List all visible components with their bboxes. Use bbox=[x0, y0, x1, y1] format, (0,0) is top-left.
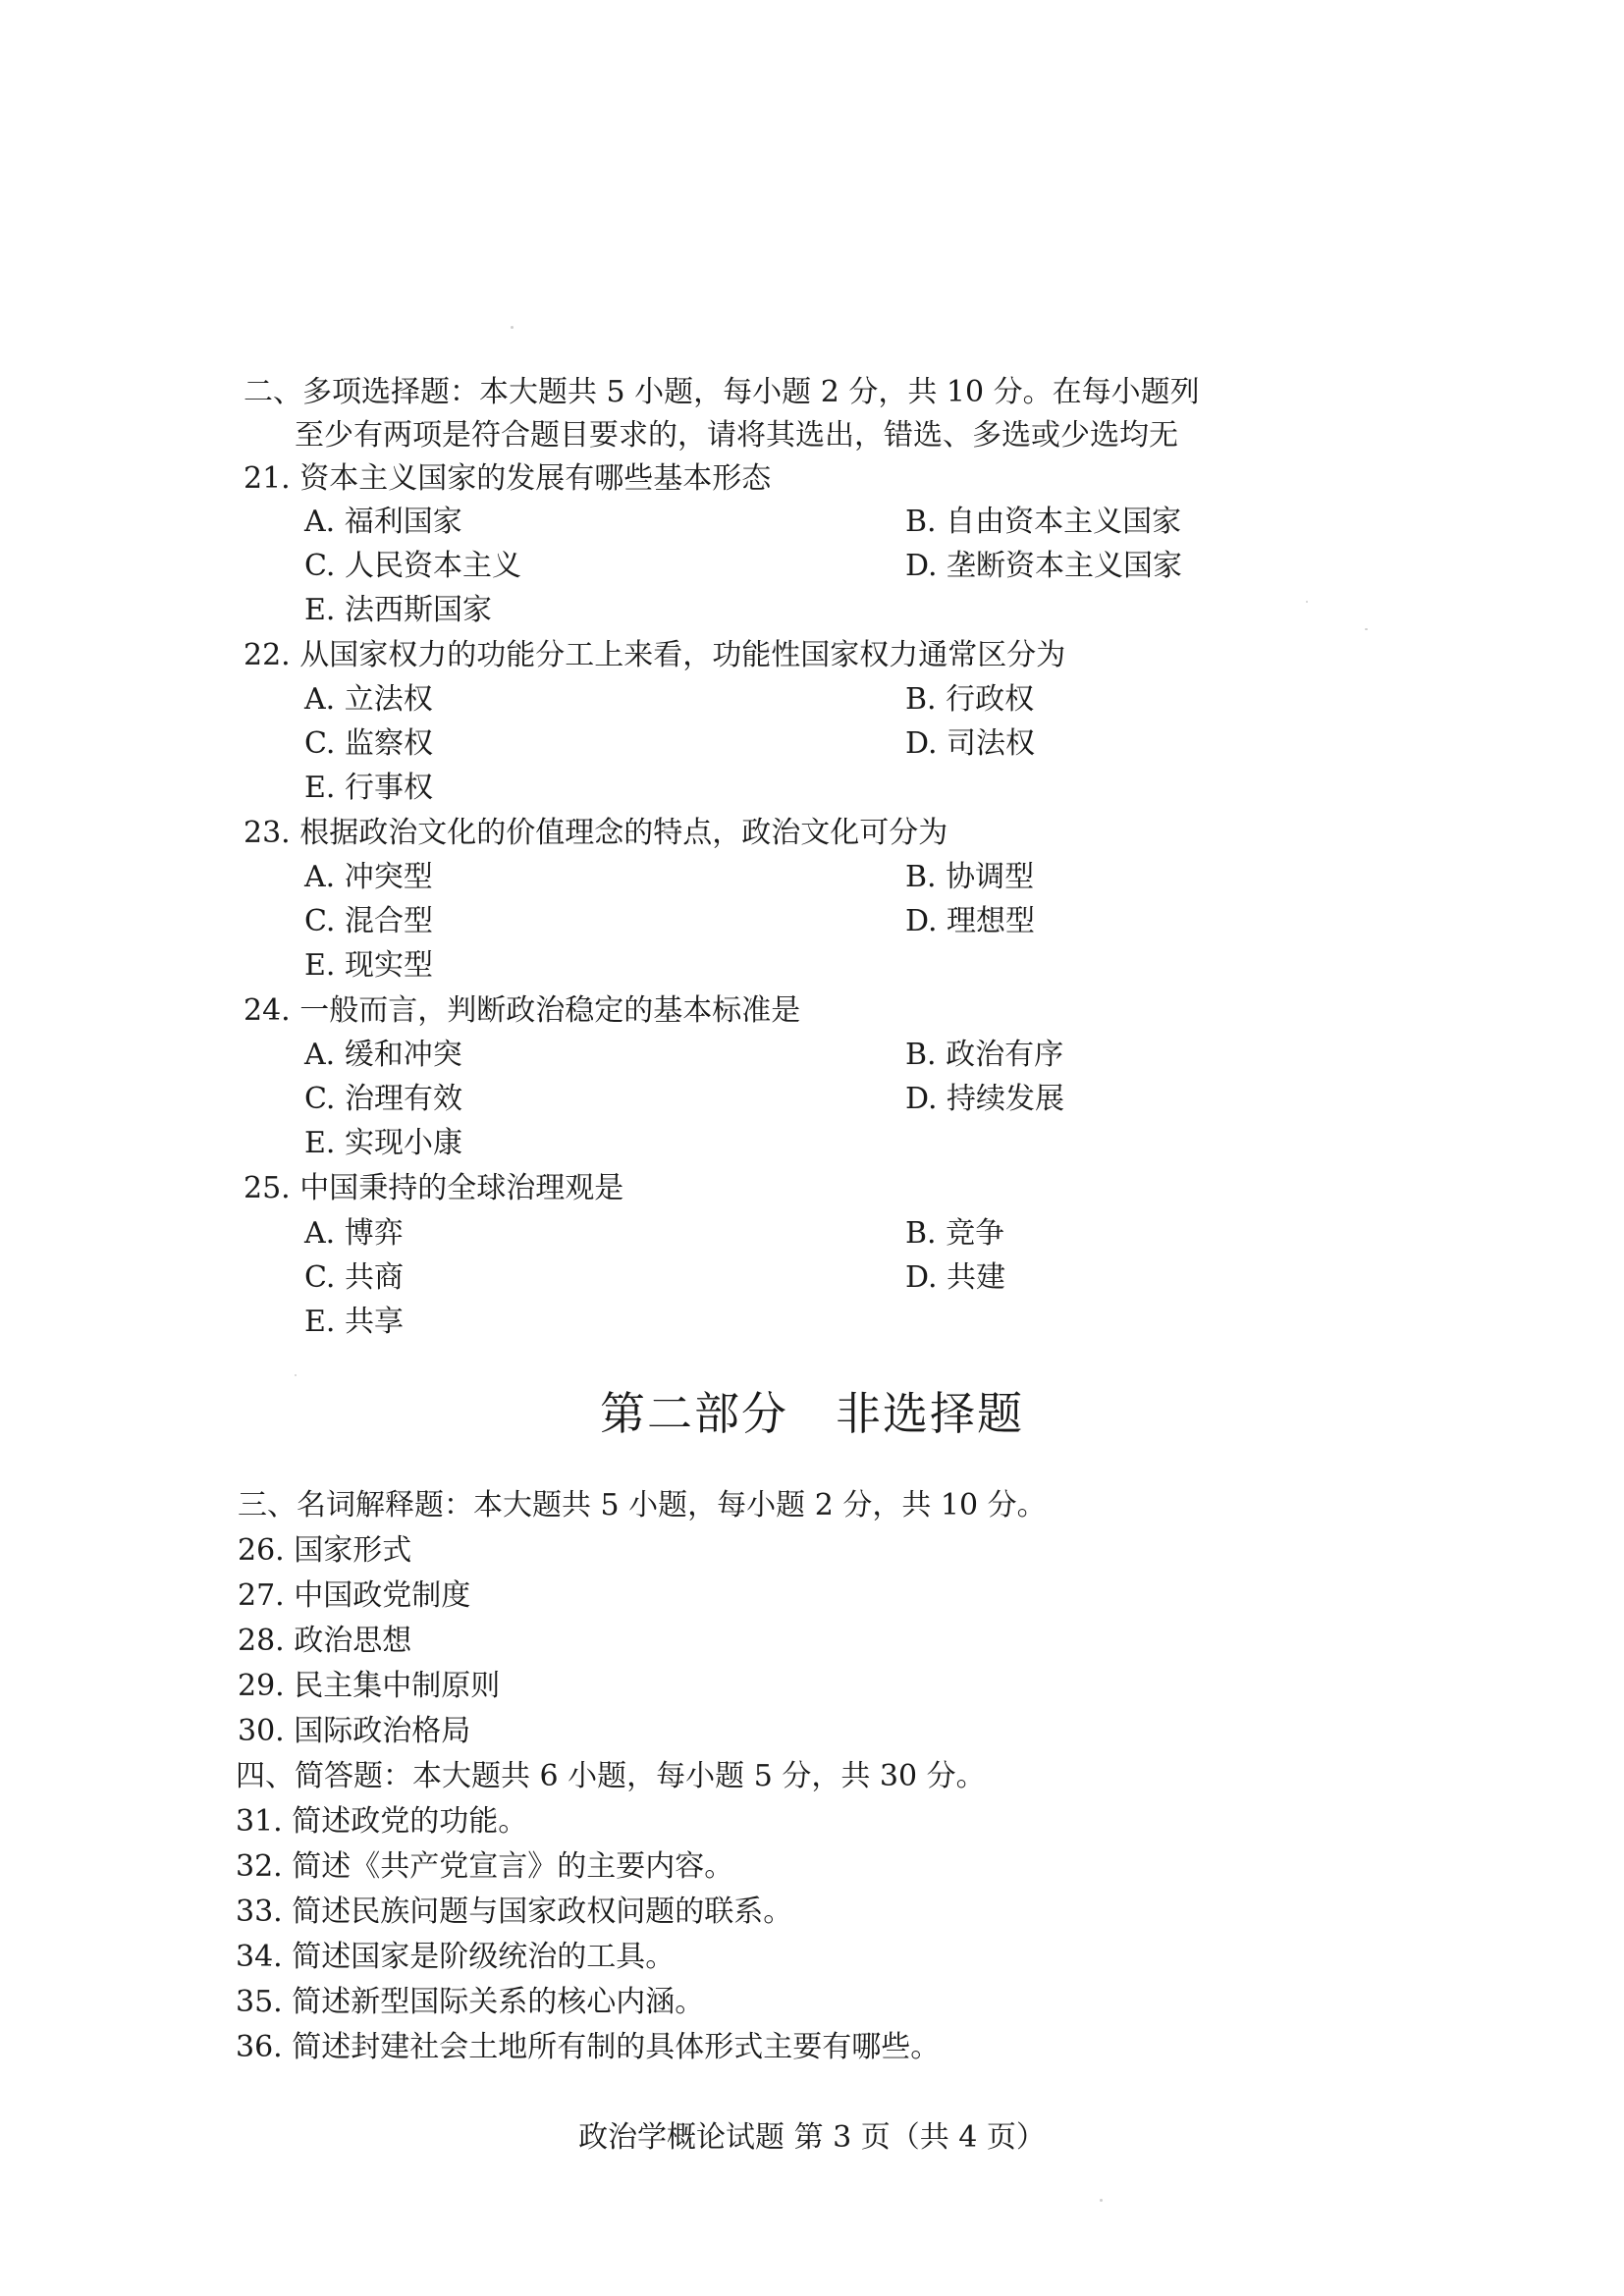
q23-option-c: C. 混合型 bbox=[304, 904, 433, 938]
section2-instruction: 至少有两项是符合题目要求的，请将其选出，错选、多选或少选均无 bbox=[295, 418, 1178, 453]
term-26: 26. 国家形式 bbox=[238, 1533, 412, 1568]
question-23-stem: 23. 根据政治文化的价值理念的特点，政治文化可分为 bbox=[244, 816, 948, 850]
q22-option-e: E. 行事权 bbox=[304, 771, 433, 805]
q25-option-b: B. 竞争 bbox=[905, 1216, 1005, 1251]
q21-option-b: B. 自由资本主义国家 bbox=[905, 505, 1182, 539]
section2-heading: 二、多项选择题：本大题共 5 小题，每小题 2 分，共 10 分。在每小题列 bbox=[244, 375, 1200, 409]
q22-option-d: D. 司法权 bbox=[905, 726, 1036, 761]
short-answer-32: 32. 简述《共产党宣言》的主要内容。 bbox=[236, 1849, 734, 1884]
q22-option-b: B. 行政权 bbox=[905, 682, 1035, 717]
question-22-stem: 22. 从国家权力的功能分工上来看，功能性国家权力通常区分为 bbox=[244, 638, 1066, 672]
scan-speck bbox=[1306, 601, 1308, 603]
q21-option-d: D. 垄断资本主义国家 bbox=[905, 549, 1183, 583]
q24-option-c: C. 治理有效 bbox=[304, 1082, 462, 1116]
short-answer-34: 34. 简述国家是阶级统治的工具。 bbox=[236, 1940, 676, 1974]
q25-option-c: C. 共商 bbox=[304, 1260, 404, 1295]
section4-heading: 四、简答题：本大题共 6 小题，每小题 5 分，共 30 分。 bbox=[236, 1759, 986, 1793]
q24-option-b: B. 政治有序 bbox=[905, 1038, 1064, 1072]
section3-heading: 三、名词解释题：本大题共 5 小题，每小题 2 分，共 10 分。 bbox=[238, 1488, 1047, 1522]
q24-option-d: D. 持续发展 bbox=[905, 1082, 1065, 1116]
q22-option-a: A. 立法权 bbox=[304, 682, 433, 717]
question-21-stem: 21. 资本主义国家的发展有哪些基本形态 bbox=[244, 461, 772, 496]
q22-option-c: C. 监察权 bbox=[304, 726, 433, 761]
scan-speck bbox=[1365, 628, 1368, 630]
term-28: 28. 政治思想 bbox=[238, 1624, 412, 1658]
part2-title: 第二部分 非选择题 bbox=[600, 1387, 1024, 1440]
q23-option-b: B. 协调型 bbox=[905, 860, 1035, 894]
q23-option-e: E. 现实型 bbox=[304, 948, 433, 983]
short-answer-35: 35. 简述新型国际关系的核心内涵。 bbox=[236, 1985, 705, 2019]
scan-speck bbox=[511, 326, 514, 329]
question-25-stem: 25. 中国秉持的全球治理观是 bbox=[244, 1171, 624, 1205]
q25-option-e: E. 共享 bbox=[304, 1305, 404, 1339]
question-24-stem: 24. 一般而言，判断政治稳定的基本标准是 bbox=[244, 993, 801, 1028]
scan-speck bbox=[1100, 2199, 1103, 2202]
short-answer-36: 36. 简述封建社会土地所有制的具体形式主要有哪些。 bbox=[236, 2030, 941, 2064]
scan-speck bbox=[295, 1374, 297, 1376]
q21-option-a: A. 福利国家 bbox=[304, 505, 462, 539]
q25-option-a: A. 博弈 bbox=[304, 1216, 404, 1251]
q24-option-e: E. 实现小康 bbox=[304, 1126, 462, 1160]
q23-option-a: A. 冲突型 bbox=[304, 860, 433, 894]
q21-option-e: E. 法西斯国家 bbox=[304, 593, 492, 627]
q24-option-a: A. 缓和冲突 bbox=[304, 1038, 462, 1072]
term-29: 29. 民主集中制原则 bbox=[238, 1669, 501, 1703]
q25-option-d: D. 共建 bbox=[905, 1260, 1006, 1295]
short-answer-33: 33. 简述民族问题与国家政权问题的联系。 bbox=[236, 1895, 793, 1929]
short-answer-31: 31. 简述政党的功能。 bbox=[236, 1804, 528, 1839]
q23-option-d: D. 理想型 bbox=[905, 904, 1036, 938]
q21-option-c: C. 人民资本主义 bbox=[304, 549, 521, 583]
term-27: 27. 中国政党制度 bbox=[238, 1578, 471, 1613]
term-30: 30. 国际政治格局 bbox=[238, 1714, 471, 1748]
page-footer: 政治学概论试题 第 3 页（共 4 页） bbox=[578, 2120, 1046, 2155]
